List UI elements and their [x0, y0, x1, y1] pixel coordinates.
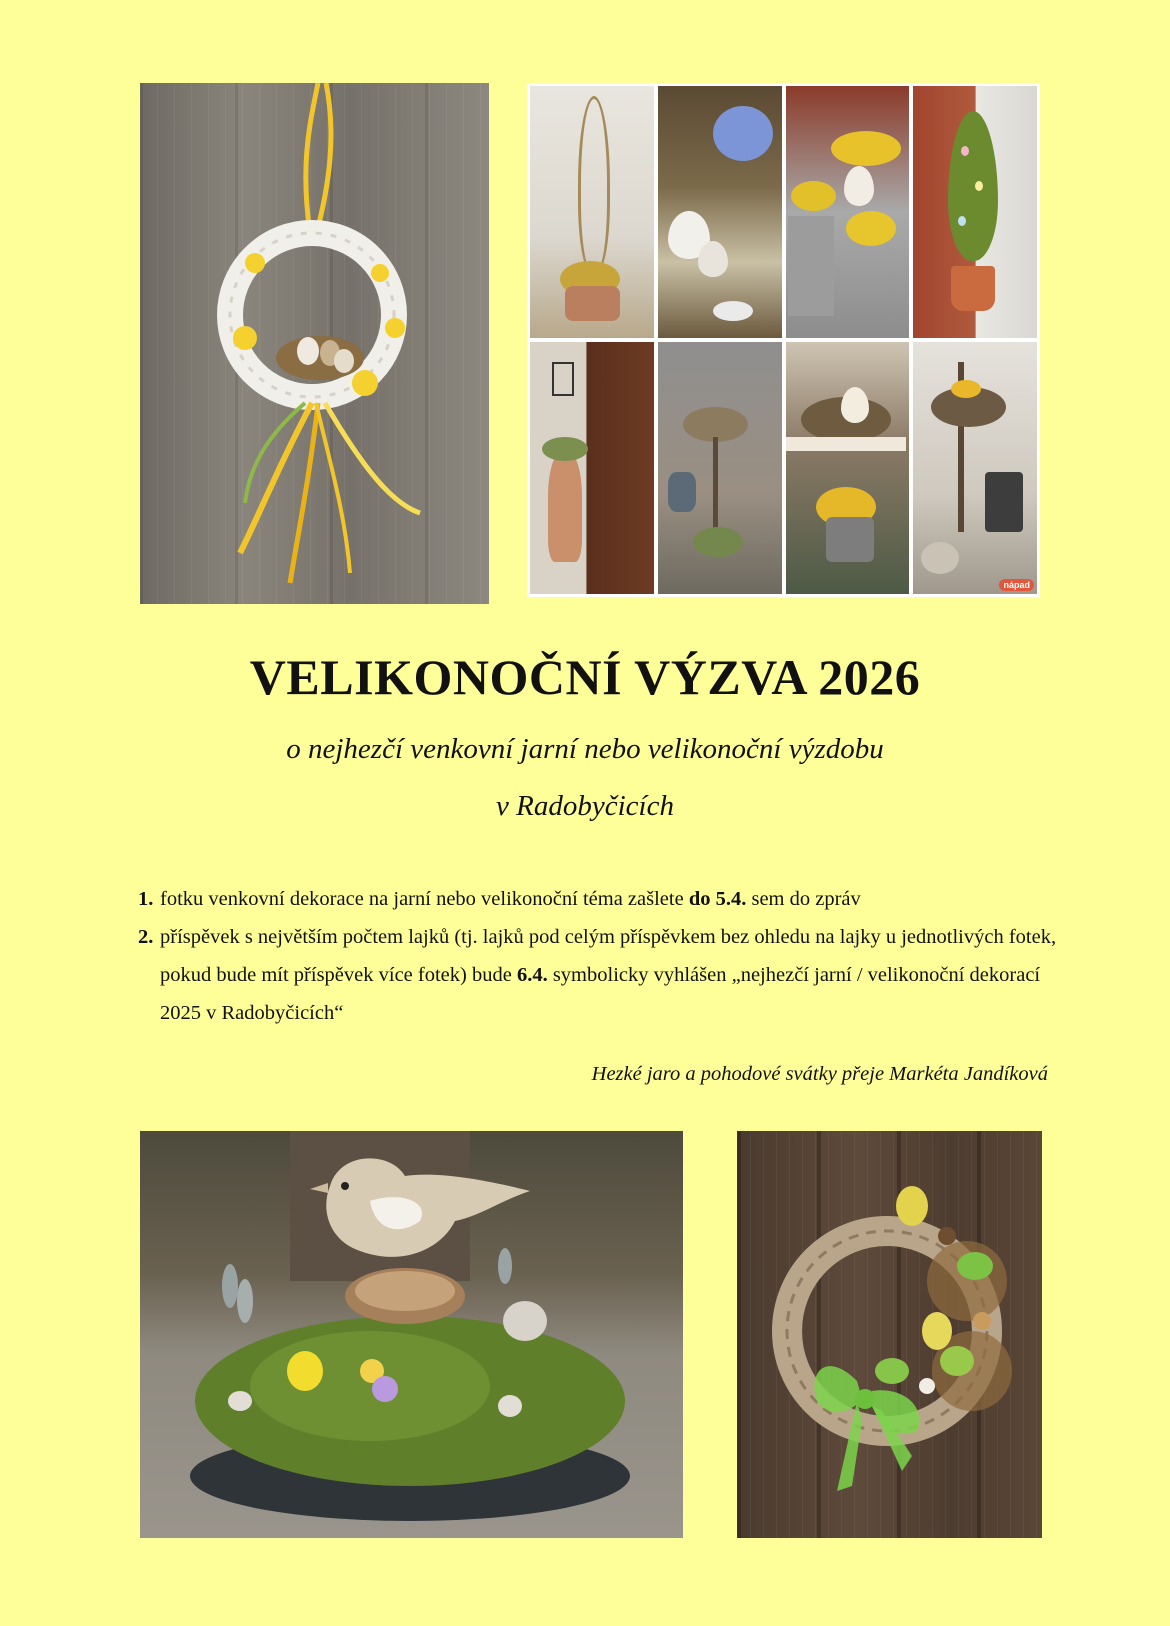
rule-text-end: sem do zpráv [751, 888, 861, 910]
collage-tile-tree-nest-lantern [913, 342, 1037, 594]
collage-tile-nest-topiary [658, 342, 782, 594]
rule-text-end: symbolicky vyhlášen „nejhezčí jarní / velikonoční dekorací 2025 v Radobyčicích“ [160, 964, 1041, 1024]
rule-date: 6.4. [516, 964, 548, 986]
green-wreath-illustration [737, 1131, 1042, 1538]
photo-bird-moss-bowl [140, 1131, 683, 1538]
photo-white-wreath [140, 83, 489, 604]
collage-tile-flower-pots-with-egg [786, 86, 910, 338]
collage-tile-eggs-in-crate [658, 86, 782, 338]
rule-text: příspěvek s největším počtem lajků (tj. lajků pod celým příspěvkem bez ohledu na lajky u jednotlivých fotek, pokud bude mít příspěvek více fotek) bude [160, 926, 1057, 986]
rules-list [138, 880, 1078, 1032]
rule-text: fotku venkovní dekorace na jarní nebo velikonoční téma zašlete [160, 888, 684, 910]
photo-green-bow-wreath [737, 1131, 1042, 1538]
collage-tile-garden-table [786, 342, 910, 594]
collage-tile-egg-topiary [913, 86, 1037, 338]
subtitle-line-2: v Radobyčicích [496, 790, 674, 822]
bird-bowl-illustration [140, 1131, 683, 1538]
rule-number: 2. [138, 926, 154, 948]
rule-number: 1. [138, 888, 154, 910]
rule-date: do 5.4. [688, 888, 747, 910]
subtitle-line-1: o nejhezčí venkovní jarní nebo velikonoční výzdobu [286, 733, 884, 765]
rule-item-2 [138, 918, 1078, 1032]
decoration-collage [527, 83, 1040, 597]
rule-item-1 [138, 880, 1078, 918]
white-wreath-illustration [140, 83, 489, 604]
signature: Hezké jaro a pohodové svátky přeje Markéta Jandíková [591, 1063, 1048, 1085]
collage-watermark: nápad [999, 579, 1034, 591]
collage-tile-door-with-vase [530, 342, 654, 594]
collage-tile-tall-twig-vase [530, 86, 654, 338]
page-title: VELIKONOČNÍ VÝZVA 2026 [249, 649, 921, 705]
